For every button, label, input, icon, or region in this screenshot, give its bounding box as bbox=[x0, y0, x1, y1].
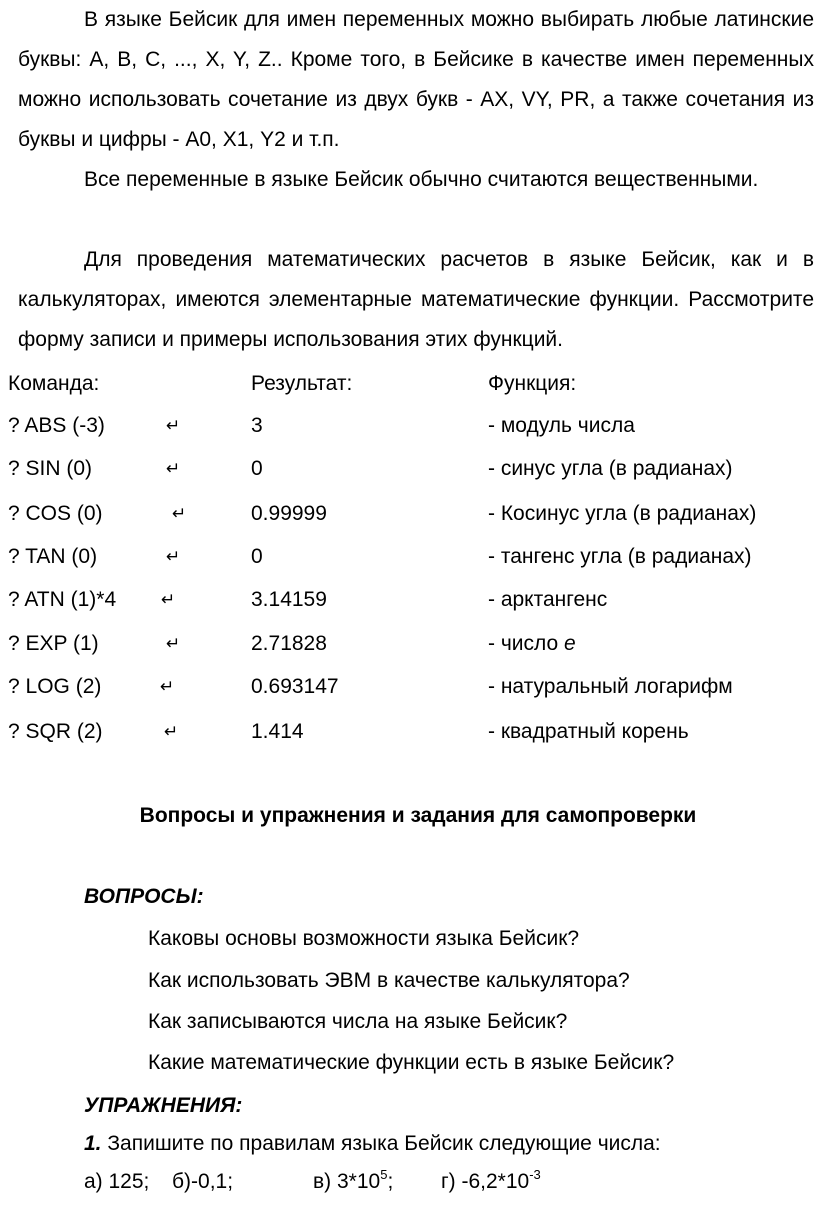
item-a: а) 125; bbox=[84, 1170, 150, 1193]
command-cell: ? LOG (2) bbox=[8, 675, 102, 698]
exercises-heading: УПРАЖНЕНИЯ: bbox=[84, 1094, 243, 1117]
enter-key-icon: ↵ bbox=[160, 677, 175, 696]
exercise-1 bbox=[84, 1124, 661, 1164]
item-d-base: г) -6,2*10 bbox=[441, 1170, 530, 1193]
item-c-base: в) 3*10 bbox=[313, 1170, 381, 1193]
function-cell: - арктангенс bbox=[488, 588, 608, 611]
exercise-text: Запишите по правилам языка Бейсик следующие числа: bbox=[101, 1132, 661, 1155]
command-cell: ? TAN (0) bbox=[8, 545, 98, 568]
result-cell: 0 bbox=[251, 457, 263, 480]
header-result: Результат: bbox=[251, 372, 353, 395]
paragraph-variable-names: В языке Бейсик для имен переменных можно выбирать любые латинские буквы: A, B, C, ..., X, Y, Z.. Кроме того, в Бейсике в качестве имен переменных можно использовать сочетание из двух букв - АХ, VY, PR, а также сочетания из буквы и цифры - А0, Х1, Y2 и т.п. bbox=[18, 8, 814, 151]
result-cell: 3.14159 bbox=[251, 588, 327, 611]
function-cell bbox=[488, 624, 576, 664]
item-d bbox=[441, 1162, 541, 1202]
enter-key-icon: ↵ bbox=[172, 504, 187, 523]
command-cell: ? EXP (1) bbox=[8, 632, 99, 655]
result-cell: 0.693147 bbox=[251, 675, 339, 698]
enter-key-icon: ↵ bbox=[166, 416, 181, 435]
item-c bbox=[313, 1162, 393, 1202]
function-cell: - Косинус угла (в радианах) bbox=[488, 502, 757, 525]
item-c-exponent: 5 bbox=[380, 1167, 388, 1182]
enter-key-icon: ↵ bbox=[164, 722, 179, 741]
questions-heading: ВОПРОСЫ: bbox=[84, 885, 204, 908]
command-cell: ? ABS (-3) bbox=[8, 414, 105, 437]
function-cell: - синус угла (в радианах) bbox=[488, 457, 733, 480]
command-cell: ? COS (0) bbox=[8, 502, 103, 525]
result-cell: 0 bbox=[251, 545, 263, 568]
enter-key-icon: ↵ bbox=[166, 634, 181, 653]
command-cell: ? SIN (0) bbox=[8, 457, 93, 480]
header-command: Команда: bbox=[8, 372, 100, 395]
paragraph-real-variables: Все переменные в языке Бейсик обычно считаются вещественными. bbox=[84, 168, 759, 191]
function-cell: - тангенс угла (в радианах) bbox=[488, 545, 752, 568]
question-item: Какие математические функции есть в языке Бейсик? bbox=[148, 1051, 675, 1074]
header-function: Функция: bbox=[488, 372, 577, 395]
result-cell: 3 bbox=[251, 414, 263, 437]
function-cell: - натуральный логарифм bbox=[488, 675, 733, 698]
command-cell: ? ATN (1)*4 bbox=[8, 588, 117, 611]
question-item: Каковы основы возможности языка Бейсик? bbox=[148, 927, 580, 950]
command-cell: ? SQR (2) bbox=[8, 720, 103, 743]
function-cell: - квадратный корень bbox=[488, 720, 689, 743]
question-item: Как записываются числа на языке Бейсик? bbox=[148, 1010, 568, 1033]
result-cell: 1.414 bbox=[251, 720, 304, 743]
question-item: Как использовать ЭВМ в качестве калькулятора? bbox=[148, 969, 630, 992]
result-cell: 0.99999 bbox=[251, 502, 327, 525]
function-cell: - модуль числа bbox=[488, 414, 635, 437]
exercise-number: 1. bbox=[84, 1132, 102, 1155]
item-c-tail: ; bbox=[387, 1170, 394, 1193]
item-b: б)-0,1; bbox=[172, 1170, 234, 1193]
paragraph-math-functions: Для проведения математических расчетов в языке Бейсик, как и в калькуляторах, имеются элементарные математические функции. Рассмотрите форму записи и примеры использования этих функций. bbox=[18, 248, 814, 351]
enter-key-icon: ↵ bbox=[166, 547, 181, 566]
result-cell: 2.71828 bbox=[251, 632, 327, 655]
enter-key-icon: ↵ bbox=[161, 590, 176, 609]
section-title: Вопросы и упражнения и задания для самопроверки bbox=[139, 804, 697, 827]
function-text: - число bbox=[488, 632, 565, 655]
enter-key-icon: ↵ bbox=[166, 459, 181, 478]
item-d-exponent: -3 bbox=[529, 1167, 541, 1182]
euler-number-symbol: e bbox=[564, 632, 576, 655]
